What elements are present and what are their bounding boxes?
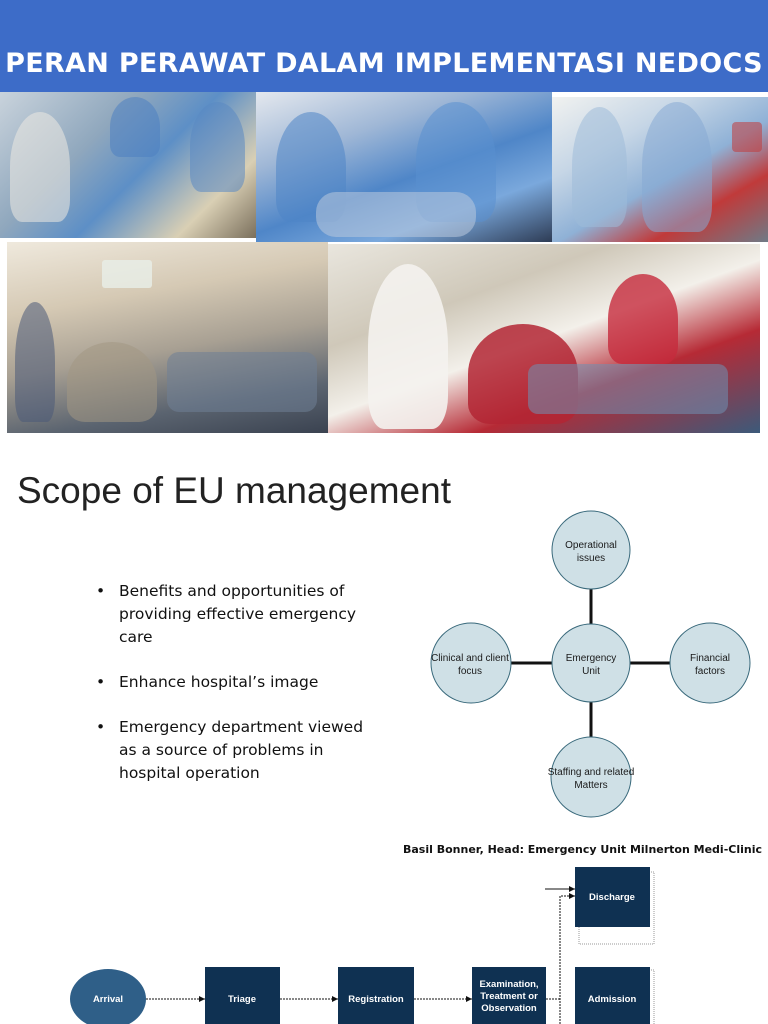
label-registration: Registration xyxy=(348,994,404,1005)
photo-crowded-emergency-ward xyxy=(7,242,328,433)
label-discharge: Discharge xyxy=(589,892,635,903)
bullet-list xyxy=(96,580,366,807)
label-staffing: Staffing and related Matters xyxy=(547,767,635,791)
photo-emergency-team-treatment xyxy=(328,244,760,433)
title-banner xyxy=(0,0,768,92)
patient-flow-diagram xyxy=(0,862,768,1024)
label-clinical: Clinical and client focus xyxy=(431,653,509,677)
bullet-item: • Emergency department viewed as a source of problems in hospital operation xyxy=(96,716,366,785)
label-operational: Operational issues xyxy=(565,540,617,564)
photo-nurses-patient-care xyxy=(0,92,256,238)
photo-nurse-in-gown xyxy=(552,97,768,242)
eu-scope-diagram xyxy=(420,505,760,820)
label-emergency-unit: Emergency Unit xyxy=(565,653,617,677)
credit-line: Basil Bonner, Head: Emergency Unit Milnerton Medi-Clinic xyxy=(403,843,762,856)
label-examination: Examination, Treatment or Observation xyxy=(479,979,539,1014)
bullet-item: • Benefits and opportunities of providing effective emergency care xyxy=(96,580,366,649)
bullet-item: • Enhance hospital’s image xyxy=(96,671,366,694)
label-admission: Admission xyxy=(587,994,637,1005)
slide-title: PERAN PERAWAT DALAM IMPLEMENTASI NEDOCS xyxy=(5,48,763,79)
arrow-to-discharge xyxy=(560,896,575,1024)
section-title: Scope of EU management xyxy=(17,470,451,511)
label-financial: Financial factors xyxy=(689,653,731,677)
photo-staff-with-stretcher xyxy=(256,92,552,242)
label-arrival: Arrival xyxy=(92,994,124,1005)
label-triage: Triage xyxy=(228,994,256,1005)
